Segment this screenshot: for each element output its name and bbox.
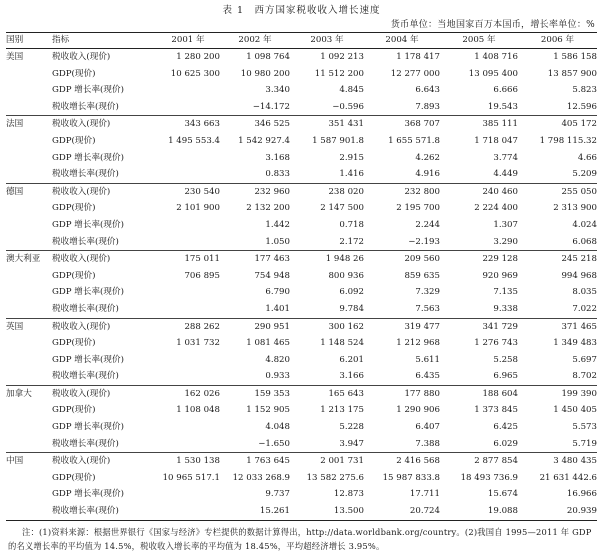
indicator-cell: 税收收入(现价)	[52, 186, 111, 197]
column-header: 2006 年	[518, 33, 597, 49]
value-cell	[156, 368, 220, 385]
table-row	[6, 284, 597, 301]
value-cell: 13 857 900	[547, 68, 597, 79]
table-row	[6, 217, 597, 234]
value-cell: 1.416	[290, 166, 364, 183]
indicator-cell: GDP(现价)	[52, 472, 96, 483]
value-cell: 12 033 268.9	[232, 472, 290, 483]
value-cell: 5.611	[415, 354, 440, 365]
footnote: 注：(1)资料来源：根据世界银行《国家与经济》专栏提供的数据计算得出，http://data.worldbank.org/country。(2)我国自 1995—2011 年 GDP 的名义增长率的平均值为 14.5%，税收收入增长率的平均值为 18.45%，平均超经济增长 3.95%。	[8, 526, 592, 551]
value-cell: 1 212 968	[396, 338, 440, 349]
indicator-cell: 税收增长率(现价)	[52, 503, 156, 520]
value-cell	[156, 486, 220, 503]
value-cell: 232 960	[254, 186, 290, 197]
value-cell: 9.338	[440, 301, 518, 318]
value-cell: 4.66	[577, 152, 597, 163]
value-cell: 2 001 731	[320, 456, 364, 467]
value-cell: 3.947	[290, 436, 364, 453]
value-cell: 5.719	[518, 436, 597, 453]
country-cell: 英国	[6, 321, 24, 332]
value-cell: 754 948	[254, 270, 290, 281]
value-cell: 1 798 115.32	[539, 135, 597, 146]
indicator-cell: GDP(现价)	[52, 405, 96, 416]
value-cell: 6.965	[440, 368, 518, 385]
indicator-cell: 税收收入(现价)	[52, 388, 111, 399]
column-header: 2003 年	[290, 33, 364, 49]
value-cell: 6.435	[364, 368, 440, 385]
value-cell: 2 101 900	[176, 203, 220, 214]
value-cell: 5.228	[339, 422, 364, 433]
value-cell: 4.820	[265, 354, 290, 365]
value-cell: 162 026	[184, 388, 220, 399]
value-cell: 341 729	[482, 321, 518, 332]
country-cell	[6, 503, 52, 520]
unit-note: 货币单位：当地国家百万本国币，增长率单位：%	[390, 20, 595, 30]
country-cell	[6, 352, 52, 369]
value-cell: 706 895	[184, 270, 220, 281]
indicator-cell: GDP(现价)	[52, 68, 96, 79]
value-cell: 2 877 854	[474, 456, 518, 467]
value-cell: 7.135	[493, 287, 518, 298]
value-cell: 346 525	[254, 119, 290, 130]
value-cell: 1 718 047	[474, 135, 518, 146]
table-row	[6, 486, 597, 503]
table-row	[6, 419, 597, 436]
value-cell: 371 465	[561, 321, 597, 332]
country-cell	[6, 166, 52, 183]
value-cell: 1 450 405	[553, 405, 597, 416]
tax-growth-table	[6, 32, 597, 521]
country-cell	[6, 335, 52, 352]
value-cell: 177 463	[254, 254, 290, 265]
table-row	[6, 251, 597, 268]
value-cell	[156, 352, 220, 369]
table-row	[6, 368, 597, 385]
value-cell: 859 635	[404, 270, 440, 281]
value-cell: 1 276 743	[474, 338, 518, 349]
column-header: 2002 年	[220, 33, 290, 49]
value-cell: 1 655 571.8	[388, 135, 440, 146]
value-cell: 6.790	[265, 287, 290, 298]
table-row	[6, 183, 597, 200]
value-cell: 230 540	[184, 186, 220, 197]
value-cell: 1 081 465	[246, 338, 290, 349]
value-cell	[156, 166, 220, 183]
country-cell	[6, 200, 52, 217]
value-cell: 2 132 200	[246, 203, 290, 214]
table-row	[6, 116, 597, 133]
value-cell: −14.172	[220, 99, 290, 116]
value-cell: 800 936	[328, 270, 364, 281]
value-cell: 1 092 213	[320, 52, 364, 62]
country-cell: 中国	[6, 456, 24, 467]
value-cell: 1 148 524	[320, 338, 364, 349]
value-cell: −2.193	[364, 234, 440, 251]
value-cell: 209 560	[404, 254, 440, 265]
value-cell: 18 493 736.9	[460, 472, 518, 483]
indicator-cell: 税收收入(现价)	[52, 119, 111, 130]
value-cell: 6.643	[415, 85, 440, 96]
value-cell: 15.674	[487, 489, 518, 500]
value-cell: 7.388	[364, 436, 440, 453]
value-cell: 232 800	[404, 186, 440, 197]
value-cell: 8.702	[518, 368, 597, 385]
indicator-cell: GDP 增长率(现价)	[52, 422, 124, 433]
indicator-cell: GDP(现价)	[52, 270, 96, 281]
value-cell: 1 495 553.4	[168, 135, 220, 146]
value-cell: 13 582 275.6	[306, 472, 364, 483]
value-cell: 1.401	[220, 301, 290, 318]
value-cell: 17.711	[409, 489, 440, 500]
table-header-row	[6, 33, 597, 49]
value-cell: 10 980 200	[240, 68, 290, 79]
table-row	[6, 133, 597, 150]
indicator-cell: GDP(现价)	[52, 135, 96, 146]
value-cell	[156, 284, 220, 301]
value-cell: 319 477	[404, 321, 440, 332]
value-cell: 159 353	[254, 388, 290, 399]
value-cell: 1 530 138	[176, 456, 220, 467]
indicator-cell: 税收增长率(现价)	[52, 368, 156, 385]
value-cell: 1 948 26	[325, 254, 364, 265]
value-cell: 405 172	[561, 119, 597, 130]
value-cell: 3.340	[265, 85, 290, 96]
value-cell: 351 431	[328, 119, 364, 130]
value-cell: 255 050	[561, 186, 597, 197]
table-row	[6, 402, 597, 419]
value-cell: 3.168	[265, 152, 290, 163]
value-cell: 1 587 901.8	[312, 135, 364, 146]
table-row	[6, 385, 597, 402]
value-cell: 300 162	[328, 321, 364, 332]
value-cell: 0.718	[339, 219, 364, 230]
table-row	[6, 453, 597, 470]
value-cell: 1 349 483	[553, 338, 597, 349]
value-cell	[156, 217, 220, 234]
value-cell: 4.048	[265, 422, 290, 433]
value-cell: 1 213 175	[320, 405, 364, 416]
value-cell: 1.307	[493, 219, 518, 230]
indicator-cell: 税收收入(现价)	[52, 456, 111, 467]
table-row	[6, 318, 597, 335]
country-cell	[6, 217, 52, 234]
value-cell: 343 663	[184, 119, 220, 130]
country-cell	[6, 470, 52, 487]
table-row	[6, 470, 597, 487]
value-cell: 7.563	[364, 301, 440, 318]
indicator-cell: 税收增长率(现价)	[52, 99, 156, 116]
value-cell: 19.543	[440, 99, 518, 116]
country-cell	[6, 301, 52, 318]
table-row	[6, 66, 597, 83]
value-cell: 16.966	[566, 489, 597, 500]
value-cell: 8.035	[572, 287, 597, 298]
value-cell: 1 098 764	[246, 52, 290, 62]
value-cell: 0.933	[220, 368, 290, 385]
country-cell	[6, 436, 52, 453]
indicator-cell: GDP 增长率(现价)	[52, 219, 124, 230]
value-cell	[156, 301, 220, 318]
indicator-cell: GDP 增长率(现价)	[52, 152, 124, 163]
value-cell: 229 128	[482, 254, 518, 265]
column-header: 国别	[6, 33, 52, 49]
value-cell: −0.596	[290, 99, 364, 116]
value-cell: 2.915	[339, 152, 364, 163]
indicator-cell: 税收增长率(现价)	[52, 436, 156, 453]
table-row	[6, 99, 597, 116]
country-cell: 美国	[6, 52, 24, 62]
value-cell: 13 095 400	[468, 68, 518, 79]
value-cell: 3.290	[440, 234, 518, 251]
value-cell: 4.262	[415, 152, 440, 163]
country-cell	[6, 368, 52, 385]
table-row	[6, 234, 597, 251]
value-cell: 1 108 048	[176, 405, 220, 416]
value-cell: 19.088	[440, 503, 518, 520]
value-cell: 4.845	[339, 85, 364, 96]
country-cell	[6, 66, 52, 83]
country-cell: 法国	[6, 119, 24, 130]
value-cell: 3.774	[493, 152, 518, 163]
value-cell: 9.737	[265, 489, 290, 500]
value-cell: 385 111	[482, 119, 518, 130]
value-cell: 177 880	[404, 388, 440, 399]
indicator-cell: 税收增长率(现价)	[52, 301, 156, 318]
value-cell	[156, 150, 220, 167]
value-cell: 6.068	[518, 234, 597, 251]
table-body	[6, 49, 597, 521]
value-cell: 2.172	[290, 234, 364, 251]
value-cell: 6.666	[493, 85, 518, 96]
value-cell: 199 390	[561, 388, 597, 399]
table-row	[6, 166, 597, 183]
value-cell: 11 512 200	[314, 68, 364, 79]
table-row	[6, 82, 597, 99]
value-cell: 4.449	[440, 166, 518, 183]
value-cell: 1 373 845	[474, 405, 518, 416]
value-cell: 188 604	[482, 388, 518, 399]
indicator-cell: 税收收入(现价)	[52, 254, 111, 265]
value-cell: 165 643	[328, 388, 364, 399]
value-cell: 7.329	[415, 287, 440, 298]
country-cell	[6, 99, 52, 116]
value-cell: 1 290 906	[396, 405, 440, 416]
value-cell: 10 965 517.1	[162, 472, 220, 483]
value-cell: 6.029	[440, 436, 518, 453]
column-header: 2004 年	[364, 33, 440, 49]
column-header: 2001 年	[156, 33, 220, 49]
value-cell: 6.092	[339, 287, 364, 298]
value-cell: 9.784	[290, 301, 364, 318]
table-row	[6, 268, 597, 285]
value-cell: 1 763 645	[246, 456, 290, 467]
indicator-cell: 税收增长率(现价)	[52, 166, 156, 183]
value-cell: 6.407	[415, 422, 440, 433]
value-cell	[156, 436, 220, 453]
country-cell	[6, 82, 52, 99]
indicator-cell: GDP 增长率(现价)	[52, 85, 124, 96]
value-cell: 12.596	[518, 99, 597, 116]
value-cell	[156, 99, 220, 116]
value-cell: 12 277 000	[390, 68, 440, 79]
value-cell: 20.939	[518, 503, 597, 520]
value-cell: 7.893	[364, 99, 440, 116]
value-cell: 1.442	[265, 219, 290, 230]
value-cell: 3 480 435	[553, 456, 597, 467]
indicator-cell: GDP(现价)	[52, 203, 96, 214]
value-cell: 920 969	[482, 270, 518, 281]
value-cell: 10 625 300	[170, 68, 220, 79]
value-cell: −1.650	[220, 436, 290, 453]
value-cell: 6.425	[493, 422, 518, 433]
value-cell: 2 195 700	[396, 203, 440, 214]
value-cell: 1 586 158	[553, 52, 597, 62]
table-row	[6, 200, 597, 217]
value-cell: 20.724	[364, 503, 440, 520]
value-cell: 2 416 568	[396, 456, 440, 467]
table-row	[6, 301, 597, 318]
table-caption: 表 1 西方国家税收收入增长速度	[222, 5, 381, 16]
value-cell: 994 968	[561, 270, 597, 281]
indicator-cell: GDP 增长率(现价)	[52, 287, 124, 298]
value-cell: 3.166	[290, 368, 364, 385]
value-cell: 2.244	[415, 219, 440, 230]
country-cell	[6, 402, 52, 419]
table-row	[6, 49, 597, 66]
value-cell: 288 262	[184, 321, 220, 332]
indicator-cell: GDP(现价)	[52, 338, 96, 349]
value-cell: 2 224 400	[474, 203, 518, 214]
value-cell: 368 707	[404, 119, 440, 130]
value-cell: 5.209	[518, 166, 597, 183]
value-cell: 1 152 905	[246, 405, 290, 416]
country-cell: 澳大利亚	[6, 254, 41, 265]
value-cell	[156, 234, 220, 251]
country-cell	[6, 133, 52, 150]
value-cell: 1 542 927.4	[238, 135, 290, 146]
value-cell: 13.500	[290, 503, 364, 520]
value-cell: 4.916	[364, 166, 440, 183]
country-cell	[6, 268, 52, 285]
value-cell: 6.201	[339, 354, 364, 365]
indicator-cell: 税收收入(现价)	[52, 52, 111, 62]
value-cell: 2 313 900	[553, 203, 597, 214]
value-cell: 1 178 417	[396, 52, 440, 62]
value-cell	[156, 503, 220, 520]
country-cell	[6, 486, 52, 503]
value-cell: 7.022	[518, 301, 597, 318]
indicator-cell: 税收增长率(现价)	[52, 234, 156, 251]
value-cell: 1 408 716	[474, 52, 518, 62]
table-row	[6, 503, 597, 520]
table-row	[6, 436, 597, 453]
value-cell: 5.823	[572, 85, 597, 96]
value-cell: 1 280 200	[176, 52, 220, 62]
value-cell: 4.024	[572, 219, 597, 230]
value-cell: 12.873	[333, 489, 364, 500]
value-cell: 2 147 500	[320, 203, 364, 214]
value-cell: 290 951	[254, 321, 290, 332]
indicator-cell: GDP 增长率(现价)	[52, 354, 124, 365]
value-cell: 5.697	[572, 354, 597, 365]
value-cell: 21 631 442.6	[539, 472, 597, 483]
value-cell	[156, 82, 220, 99]
value-cell: 1 031 732	[176, 338, 220, 349]
value-cell: 240 460	[482, 186, 518, 197]
value-cell: 245 218	[561, 254, 597, 265]
value-cell: 238 020	[328, 186, 364, 197]
column-header: 2005 年	[440, 33, 518, 49]
country-cell	[6, 150, 52, 167]
value-cell: 5.258	[493, 354, 518, 365]
country-cell	[6, 419, 52, 436]
indicator-cell: GDP 增长率(现价)	[52, 489, 124, 500]
value-cell: 5.573	[572, 422, 597, 433]
value-cell: 15 987 833.8	[382, 472, 440, 483]
table-row	[6, 335, 597, 352]
country-cell	[6, 284, 52, 301]
table-row	[6, 150, 597, 167]
value-cell: 1.050	[220, 234, 290, 251]
table-row	[6, 352, 597, 369]
value-cell	[156, 419, 220, 436]
value-cell: 175 011	[184, 254, 220, 265]
value-cell: 15.261	[220, 503, 290, 520]
country-cell: 德国	[6, 186, 24, 197]
value-cell: 0.833	[220, 166, 290, 183]
country-cell: 加拿大	[6, 388, 32, 399]
column-header: 指标	[52, 33, 156, 49]
indicator-cell: 税收收入(现价)	[52, 321, 111, 332]
country-cell	[6, 234, 52, 251]
